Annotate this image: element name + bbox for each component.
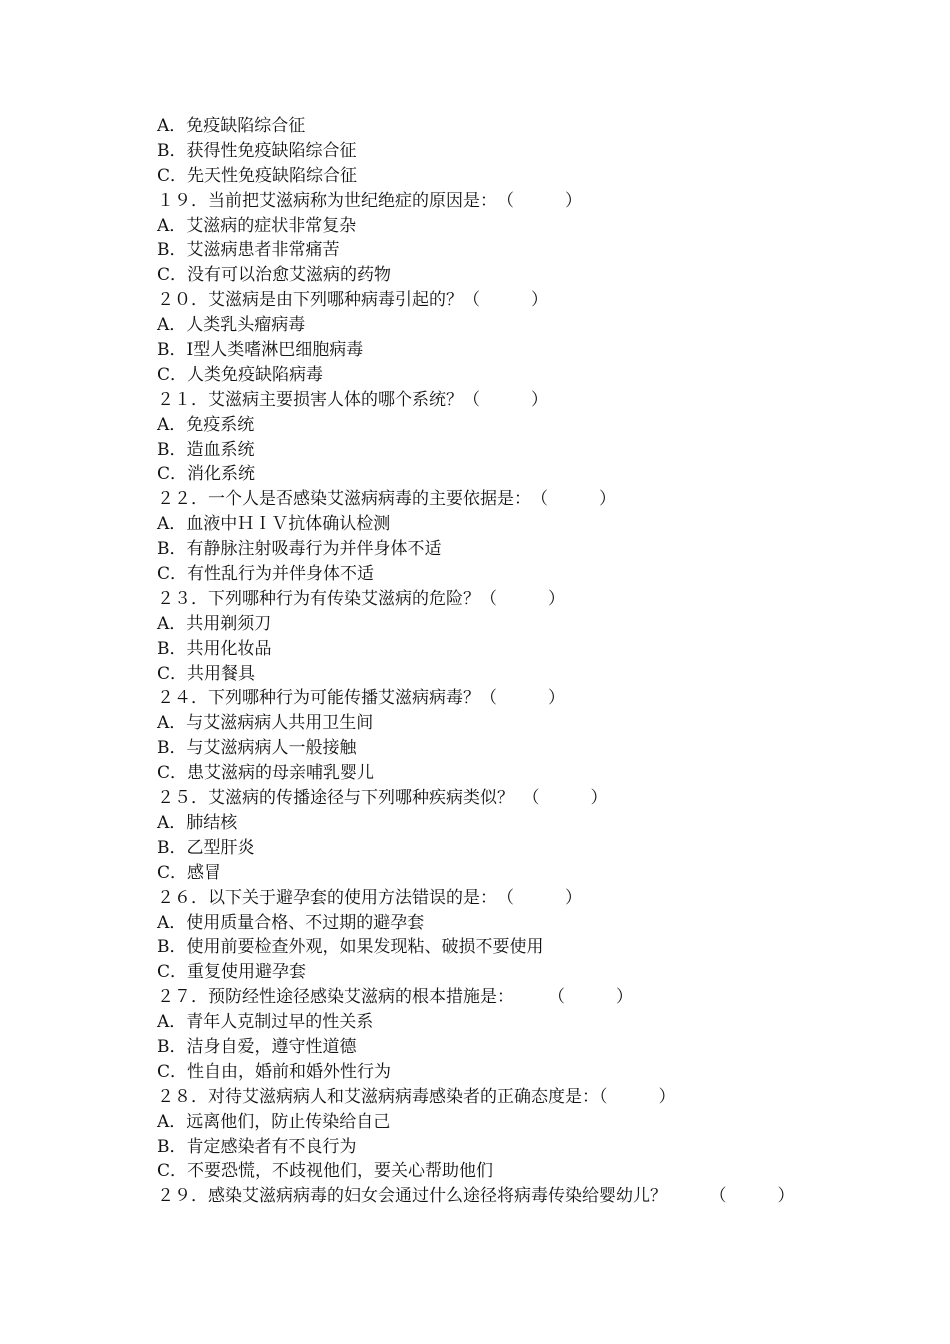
question-25: ２５．艾滋病的传播途径与下列哪种疾病类似？ （ ） (157, 788, 608, 809)
option-c: C．先天性免疫缺陷综合征 (157, 165, 358, 186)
option-c: C．没有可以治愈艾滋病的药物 (157, 265, 392, 286)
option-b: B．肯定感染者有不良行为 (157, 1136, 357, 1157)
question-22: ２２．一个人是否感染艾滋病病毒的主要依据是： （ ） (157, 489, 616, 510)
question-19: １９．当前把艾滋病称为世纪绝症的原因是： （ ） (157, 190, 582, 211)
option-a: A．血液中ＨＩＶ抗体确认检测 (157, 514, 391, 535)
question-23: ２３．下列哪种行为有传染艾滋病的危险？（ ） (157, 588, 565, 609)
question-29: ２９．感染艾滋病病毒的妇女会通过什么途径将病毒传染给婴幼儿？ （ ） (157, 1186, 795, 1207)
option-c: C．患艾滋病的母亲哺乳婴儿 (157, 763, 375, 784)
option-a: A．免疫系统 (157, 414, 255, 435)
option-c: C．人类免疫缺陷病毒 (157, 364, 324, 385)
option-a: A．青年人克制过早的性关系 (157, 1012, 374, 1033)
option-b: B．艾滋病患者非常痛苦 (157, 240, 340, 261)
option-c: C．有性乱行为并伴身体不适 (157, 564, 375, 585)
option-a: A．与艾滋病病人共用卫生间 (157, 713, 374, 734)
option-b: B．共用化妆品 (157, 638, 272, 659)
option-a: A．远离他们，防止传染给自己 (157, 1111, 391, 1132)
question-list (157, 114, 897, 1209)
option-c: C．不要恐慌，不歧视他们，要关心帮助他们 (157, 1161, 494, 1182)
option-c: C．性自由，婚前和婚外性行为 (157, 1061, 392, 1082)
option-b: B．乙型肝炎 (157, 837, 255, 858)
option-a: A．共用剃须刀 (157, 613, 272, 634)
question-28: ２８．对待艾滋病病人和艾滋病病毒感染者的正确态度是：（ ） (157, 1086, 676, 1107)
question-20: ２０．艾滋病是由下列哪种病毒引起的？（ ） (157, 290, 548, 311)
option-b: B．Ⅰ型人类嗜淋巴细胞病毒 (157, 340, 364, 361)
option-c: C．感冒 (157, 862, 222, 883)
option-b: B．获得性免疫缺陷综合征 (157, 140, 357, 161)
option-a: A．艾滋病的症状非常复杂 (157, 215, 357, 236)
option-a: A．免疫缺陷综合征 (157, 116, 306, 136)
option-a: A．肺结核 (157, 812, 238, 833)
question-26: ２６．以下关于避孕套的使用方法错误的是： （ ） (157, 887, 582, 908)
option-c: C．重复使用避孕套 (157, 962, 307, 983)
option-c: C．消化系统 (157, 464, 256, 485)
option-b: B．洁身自爱，遵守性道德 (157, 1036, 357, 1057)
question-27: ２７．预防经性途径感染艾滋病的根本措施是： （ ） (157, 987, 633, 1008)
option-a: A．使用质量合格、不过期的避孕套 (157, 912, 425, 933)
option-b: B．造血系统 (157, 439, 255, 460)
option-c: C．共用餐具 (157, 663, 256, 684)
question-21: ２１．艾滋病主要损害人体的哪个系统？（ ） (157, 389, 548, 410)
option-a: A．人类乳头瘤病毒 (157, 315, 306, 336)
option-b: B．有静脉注射吸毒行为并伴身体不适 (157, 539, 442, 560)
option-b: B．与艾滋病病人一般接触 (157, 738, 357, 759)
question-24: ２４．下列哪种行为可能传播艾滋病病毒？（ ） (157, 688, 565, 709)
option-b: B．使用前要检查外观，如果发现粘、破损不要使用 (157, 937, 544, 958)
